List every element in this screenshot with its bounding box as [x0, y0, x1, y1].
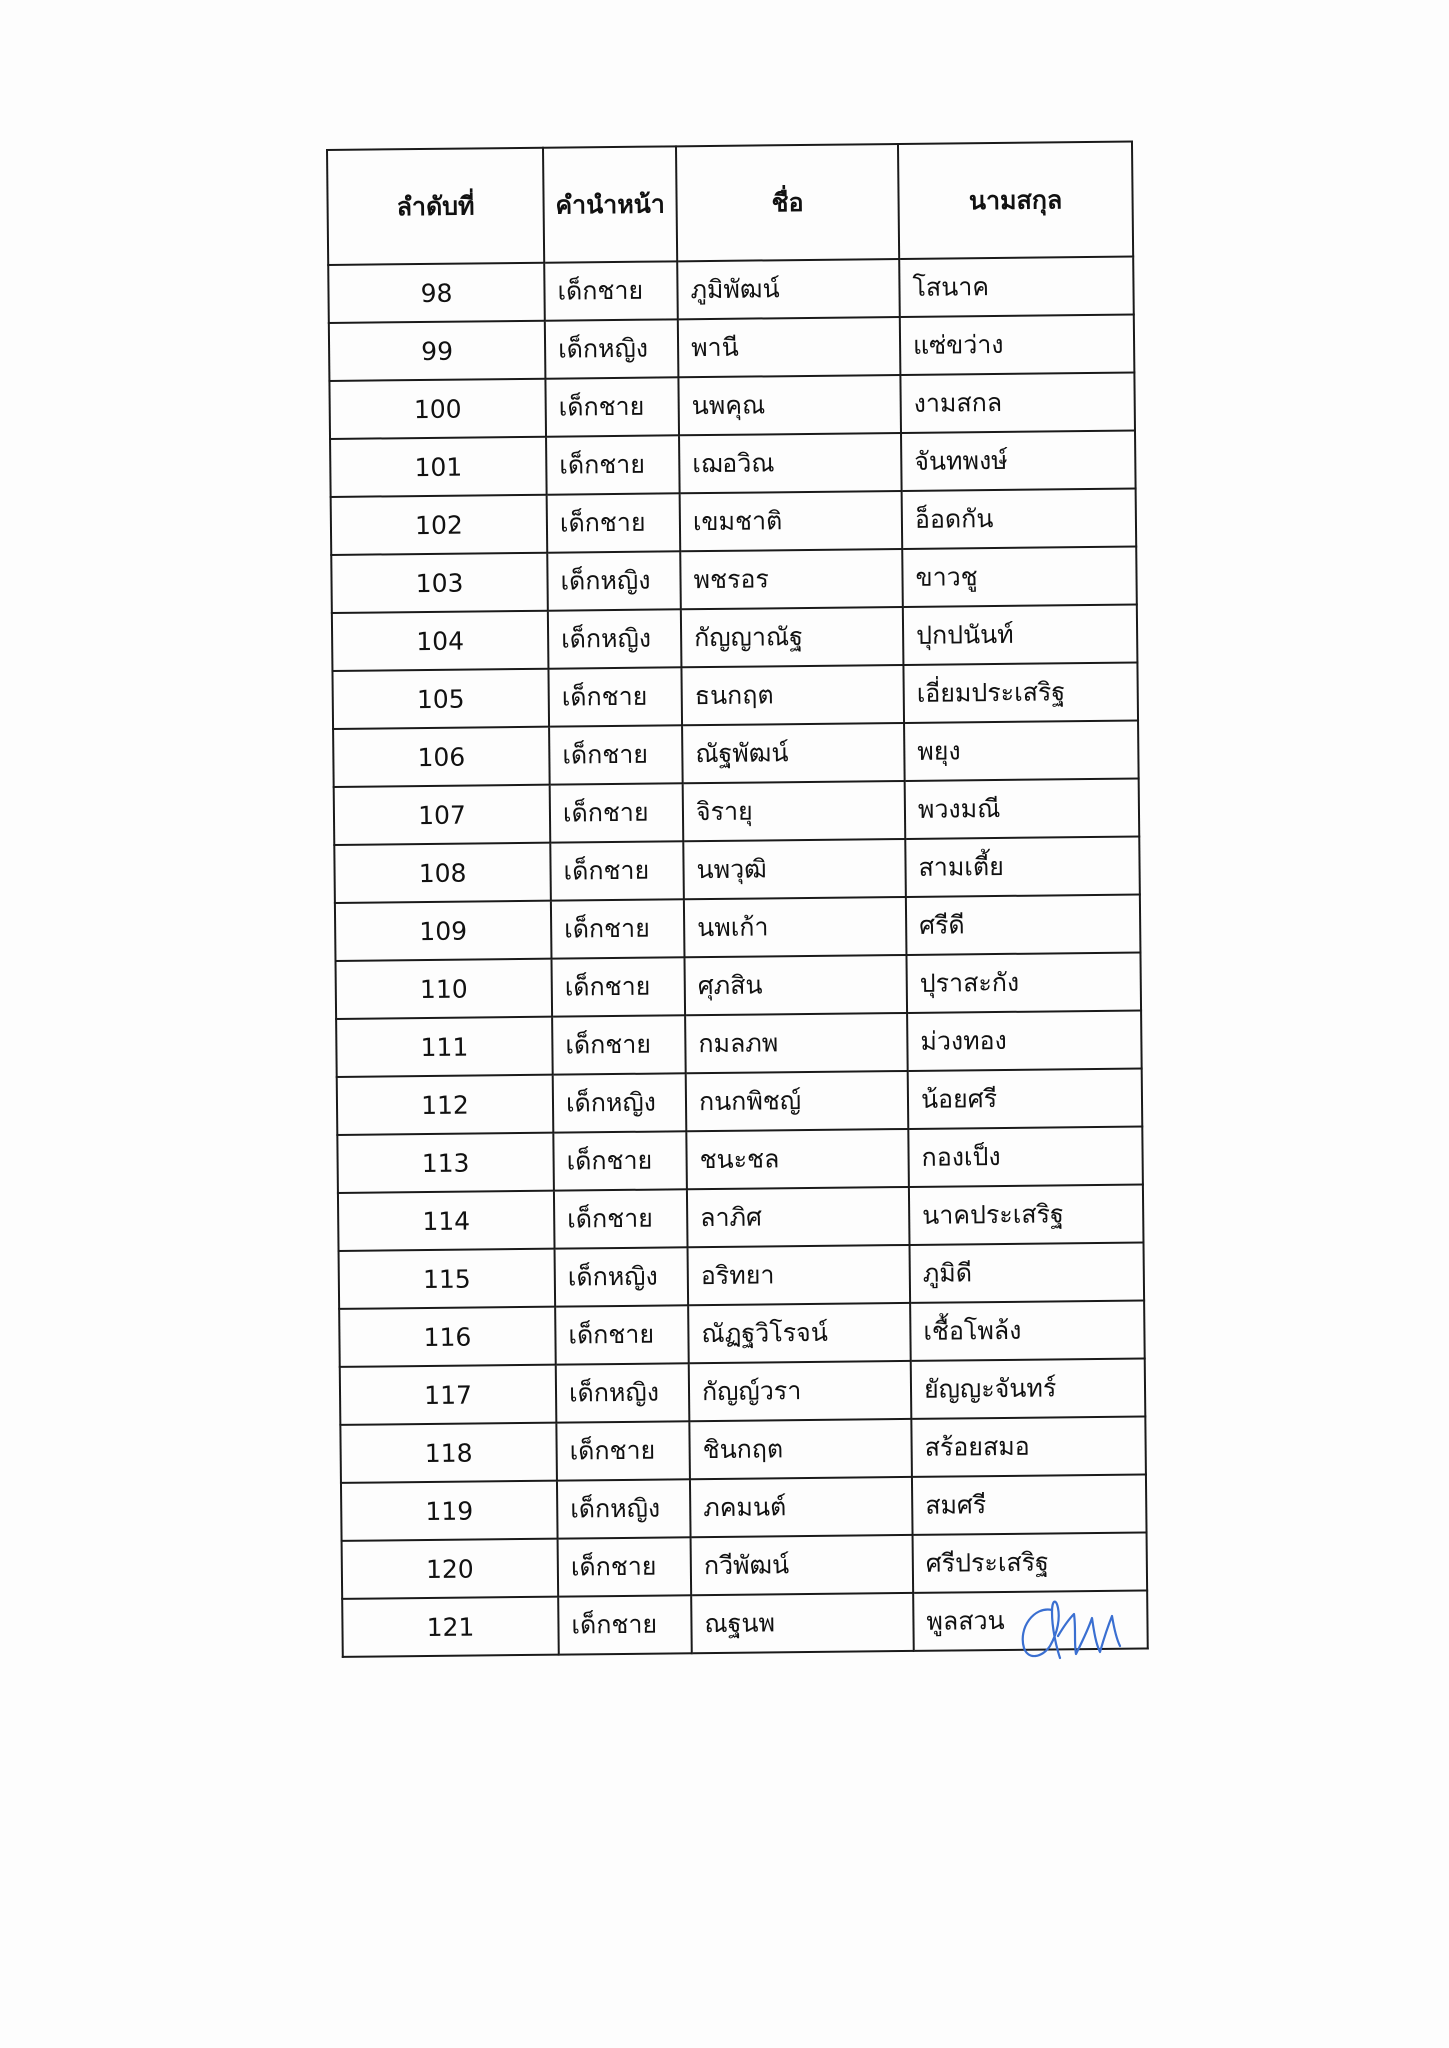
cell-prefix: เด็กชาย — [550, 841, 684, 900]
cell-name: ลาภิศ — [687, 1187, 910, 1247]
cell-prefix: เด็กชาย — [551, 957, 685, 1016]
cell-surname: ยัญญะจันทร์ — [911, 1358, 1146, 1418]
table-row — [333, 721, 1139, 787]
cell-prefix: เด็กชาย — [544, 261, 678, 320]
cell-prefix: เด็กชาย — [556, 1421, 690, 1480]
cell-prefix: เด็กหญิง — [545, 319, 679, 378]
table-row — [335, 895, 1141, 961]
cell-prefix: เด็กหญิง — [556, 1363, 690, 1422]
table-row — [328, 257, 1134, 323]
cell-prefix: เด็กชาย — [551, 899, 685, 958]
table-row — [336, 1011, 1142, 1077]
cell-no: 108 — [334, 843, 551, 903]
cell-name: กวีพัฒน์ — [691, 1535, 914, 1595]
cell-name: นพวุฒิ — [683, 839, 906, 899]
cell-surname: นาคประเสริฐ — [909, 1185, 1144, 1245]
cell-name: ชินกฤต — [689, 1419, 912, 1479]
table-row — [337, 1069, 1143, 1135]
cell-prefix: เด็กชาย — [545, 377, 679, 436]
cell-surname: อ็อดกัน — [902, 489, 1137, 549]
table-header — [327, 142, 1133, 265]
cell-name: ธนกฤต — [681, 665, 904, 725]
cell-no: 117 — [340, 1365, 557, 1425]
student-roster-table — [326, 141, 1149, 1658]
cell-no: 119 — [341, 1481, 558, 1541]
cell-surname: เชื้อโพล้ง — [910, 1300, 1145, 1360]
table-row — [341, 1474, 1147, 1540]
cell-no: 118 — [340, 1423, 557, 1483]
cell-name: ชนะชล — [686, 1129, 909, 1189]
cell-no: 107 — [334, 785, 551, 845]
table-row — [330, 431, 1136, 497]
cell-prefix: เด็กชาย — [554, 1189, 688, 1248]
cell-name: เขมชาติ — [680, 491, 903, 551]
table-row — [334, 779, 1140, 845]
cell-prefix: เด็กชาย — [546, 435, 680, 494]
header-prefix: คำนำหน้า — [543, 146, 677, 262]
cell-name: ณัฏฐวิโรจน์ — [688, 1303, 911, 1363]
cell-surname: พวงมณี — [905, 779, 1140, 839]
cell-surname: ปุราสะกัง — [906, 953, 1141, 1013]
table-row — [337, 1127, 1143, 1193]
table-row — [334, 837, 1140, 903]
cell-prefix: เด็กชาย — [555, 1305, 689, 1364]
cell-prefix: เด็กชาย — [558, 1595, 692, 1654]
cell-name: นพเก้า — [684, 897, 907, 957]
cell-prefix: เด็กหญิง — [548, 609, 682, 668]
cell-no: 106 — [333, 727, 550, 787]
cell-surname: ปุกปนันท์ — [903, 605, 1138, 665]
cell-prefix: เด็กชาย — [552, 1015, 686, 1074]
cell-prefix: เด็กชาย — [548, 667, 682, 726]
cell-surname: พยุง — [904, 721, 1139, 781]
table-row — [336, 953, 1142, 1019]
table-row — [340, 1358, 1146, 1424]
cell-name: กมลภพ — [685, 1013, 908, 1073]
cell-surname: ศรีประเสริฐ — [913, 1532, 1148, 1592]
table-row — [329, 373, 1135, 439]
header-name: ชื่อ — [676, 144, 899, 261]
table-row — [339, 1242, 1145, 1308]
cell-prefix: เด็กชาย — [553, 1131, 687, 1190]
table-row — [338, 1185, 1144, 1251]
cell-no: 114 — [338, 1191, 555, 1251]
cell-name: จิรายุ — [683, 781, 906, 841]
cell-name: นพคุณ — [678, 375, 901, 435]
cell-name: พชรอร — [680, 549, 903, 609]
cell-no: 105 — [332, 669, 549, 729]
cell-no: 109 — [335, 901, 552, 961]
cell-no: 112 — [337, 1075, 554, 1135]
table-row — [331, 547, 1137, 613]
cell-surname: สร้อยสมอ — [911, 1416, 1146, 1476]
cell-surname: สามเตี้ย — [905, 837, 1140, 897]
cell-no: 104 — [332, 611, 549, 671]
table-row — [340, 1416, 1146, 1482]
cell-name: กัญญาณัฐ — [681, 607, 904, 667]
cell-no: 111 — [336, 1017, 553, 1077]
cell-name: ศุภสิน — [684, 955, 907, 1015]
cell-surname: ม่วงทอง — [907, 1011, 1142, 1071]
cell-no: 113 — [337, 1133, 554, 1193]
cell-prefix: เด็กชาย — [558, 1537, 692, 1596]
cell-surname: น้อยศรี — [908, 1069, 1143, 1129]
cell-prefix: เด็กชาย — [549, 725, 683, 784]
cell-name: อริทยา — [688, 1245, 911, 1305]
table-row — [332, 663, 1138, 729]
cell-no: 120 — [342, 1539, 559, 1599]
cell-surname: ศรีดี — [906, 895, 1141, 955]
cell-prefix: เด็กหญิง — [553, 1073, 687, 1132]
cell-no: 102 — [331, 495, 548, 555]
cell-name: กัญญ์วรา — [689, 1361, 912, 1421]
table-row — [329, 315, 1135, 381]
cell-no: 115 — [339, 1249, 556, 1309]
cell-surname: ขาวชู — [902, 547, 1137, 607]
cell-no: 100 — [329, 379, 546, 439]
cell-name: พานี — [678, 317, 901, 377]
header-no: ลำดับที่ — [327, 148, 544, 265]
cell-surname: พูลสวน — [913, 1590, 1148, 1650]
cell-surname: จันทพงษ์ — [901, 431, 1136, 491]
cell-no: 99 — [329, 321, 546, 381]
cell-no: 101 — [330, 437, 547, 497]
cell-name: ภคมนต์ — [690, 1477, 913, 1537]
cell-name: กนกพิชญ์ — [686, 1071, 909, 1131]
cell-prefix: เด็กหญิง — [547, 551, 681, 610]
cell-prefix: เด็กชาย — [547, 493, 681, 552]
cell-name: เฌอวิณ — [679, 433, 902, 493]
table-row — [331, 489, 1137, 555]
cell-no: 121 — [342, 1597, 559, 1657]
cell-name: ณัฐพัฒน์ — [682, 723, 905, 783]
header-row — [327, 142, 1133, 265]
table-row — [332, 605, 1138, 671]
cell-prefix: เด็กชาย — [550, 783, 684, 842]
cell-name: ณฐนพ — [691, 1593, 914, 1653]
cell-name: ภูมิพัฒน์ — [677, 259, 900, 319]
table-row — [339, 1300, 1145, 1366]
table-body — [328, 257, 1148, 1657]
cell-prefix: เด็กหญิง — [557, 1479, 691, 1538]
cell-surname: แซ่ขว่าง — [900, 315, 1135, 375]
cell-surname: งามสกล — [900, 373, 1135, 433]
cell-no: 98 — [328, 263, 545, 323]
cell-surname: กองเป็ง — [908, 1127, 1143, 1187]
cell-no: 116 — [339, 1307, 556, 1367]
cell-surname: สมศรี — [912, 1474, 1147, 1534]
cell-no: 103 — [331, 553, 548, 613]
cell-prefix: เด็กหญิง — [555, 1247, 689, 1306]
cell-surname: ภูมิดี — [910, 1242, 1145, 1302]
cell-surname: เอี่ยมประเสริฐ — [903, 663, 1138, 723]
header-surname: นามสกุล — [898, 142, 1133, 259]
cell-no: 110 — [336, 959, 553, 1019]
signature-mark — [1012, 1588, 1127, 1668]
cell-surname: โสนาค — [899, 257, 1134, 317]
